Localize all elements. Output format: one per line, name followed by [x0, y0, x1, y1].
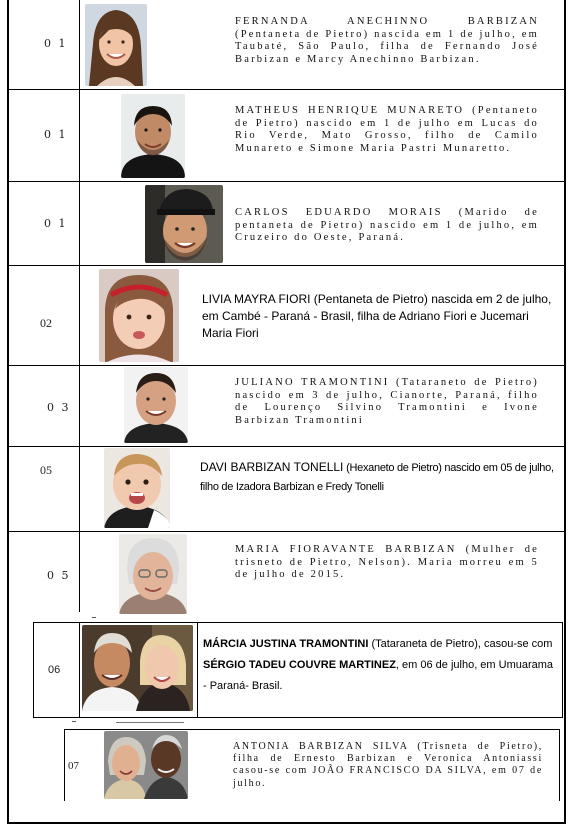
elderly-woman-photo: [119, 534, 187, 614]
young-man-photo: [121, 94, 185, 178]
entry-name: DAVI BARBIZAN TONELLI: [200, 460, 344, 474]
row-separator: [9, 365, 564, 366]
row-separator: [9, 531, 564, 532]
row-separator: [9, 265, 564, 266]
box-divider: [79, 622, 80, 718]
entry-text: CARLOS EDUARDO MORAIS (Marido de pentaneta de Pietro) nascido em 1 de julho, em Cruzeiro do Oeste, Paraná.: [235, 207, 539, 243]
entry-text: ANTONIA BARBIZAN SILVA (Trisneta de Pietro), filha de Ernesto Barbizan e Veronica Antoniassi casou-se com JOÃO FRANCISCO DA SILVA, em 07 de julho.: [233, 741, 543, 789]
man-smiling-photo: [124, 367, 188, 443]
entry-description: (Hexaneto de Pietro) nascido em 05 de julho, filho de Izadora Barbizan e Fredy Tonelli: [200, 462, 554, 493]
separator-mark: [116, 722, 184, 723]
page-border-right: [564, 0, 566, 824]
day-number: 0 1: [44, 37, 68, 50]
couple-photo: [82, 625, 193, 711]
man-with-cap-photo: [145, 185, 223, 263]
page-border-bottom: [7, 822, 566, 824]
entry-description: (Tataraneta de Pietro), casou-se com: [368, 638, 553, 650]
separator-mark: [72, 721, 76, 722]
bride-name: MÁRCIA JUSTINA TRAMONTINI: [203, 638, 369, 650]
day-number: 0 1: [44, 217, 68, 230]
page-border-left: [7, 0, 9, 824]
column-divider: [79, 0, 80, 612]
box-divider: [64, 729, 65, 801]
groom-name: SÉRGIO TADEU COUVRE MARTINEZ: [203, 659, 396, 671]
toddler-girl-photo: [99, 269, 179, 362]
entry-text: LIVIA MAYRA FIORI (Pentaneta de Pietro) nascida em 2 de julho, em Cambé - Paraná - Brasil, filha de Adriano Fiori e Jucemari Maria Fiori: [202, 292, 552, 340]
day-number: 02: [40, 316, 52, 330]
day-number: 0 5: [47, 569, 71, 582]
row-separator: [9, 181, 564, 182]
box-divider: [559, 729, 560, 801]
day-number: 05: [40, 463, 52, 477]
entry-text: JULIANO TRAMONTINI (Tataraneto de Pietro) nascido em 3 de julho, Cianorte, Paraná, filho de Lourenço Silvino Tramontini e Ivone Barbizan Tramontini: [235, 377, 539, 426]
day-number: 06: [48, 664, 61, 676]
row-separator: [9, 89, 564, 90]
row-separator: [9, 446, 564, 447]
separator-mark: [92, 617, 96, 618]
day-number: 07: [68, 760, 79, 772]
entry-text: MATHEUS HENRIQUE MUNARETO (Pentaneto de Pietro) nascido em 1 de julho em Lucas do Rio Verde, Mato Grosso, filho de Camilo Munareto e Simone Maria Pastri Munaretto.: [235, 105, 539, 154]
young-woman-smiling-photo: [85, 4, 147, 86]
entry-text: FERNANDA ANECHINNO BARBIZAN (Pentaneta de Pietro) nascida em 1 de julho, em Taubaté, São Paulo, filha de Fernando José Barbizan e Marcy Anechinno Barbizan.: [235, 16, 539, 65]
entry-text: MARIA FIORAVANTE BARBIZAN (Mulher de trisneto de Pietro, Nelson). Maria morreu em 5 de julho de 2015.: [235, 544, 539, 580]
elderly-couple-photo: [104, 731, 188, 799]
box-divider: [197, 622, 198, 718]
entry-text: [200, 458, 556, 497]
entry-description: , em 06 de julho, em Umuarama - Paraná- Brasil.: [203, 659, 554, 692]
entry-text: [203, 634, 555, 697]
baby-photo: [104, 448, 170, 528]
day-number: 0 1: [44, 128, 68, 141]
row-separator: [64, 729, 560, 730]
day-number: 0 3: [47, 401, 71, 414]
